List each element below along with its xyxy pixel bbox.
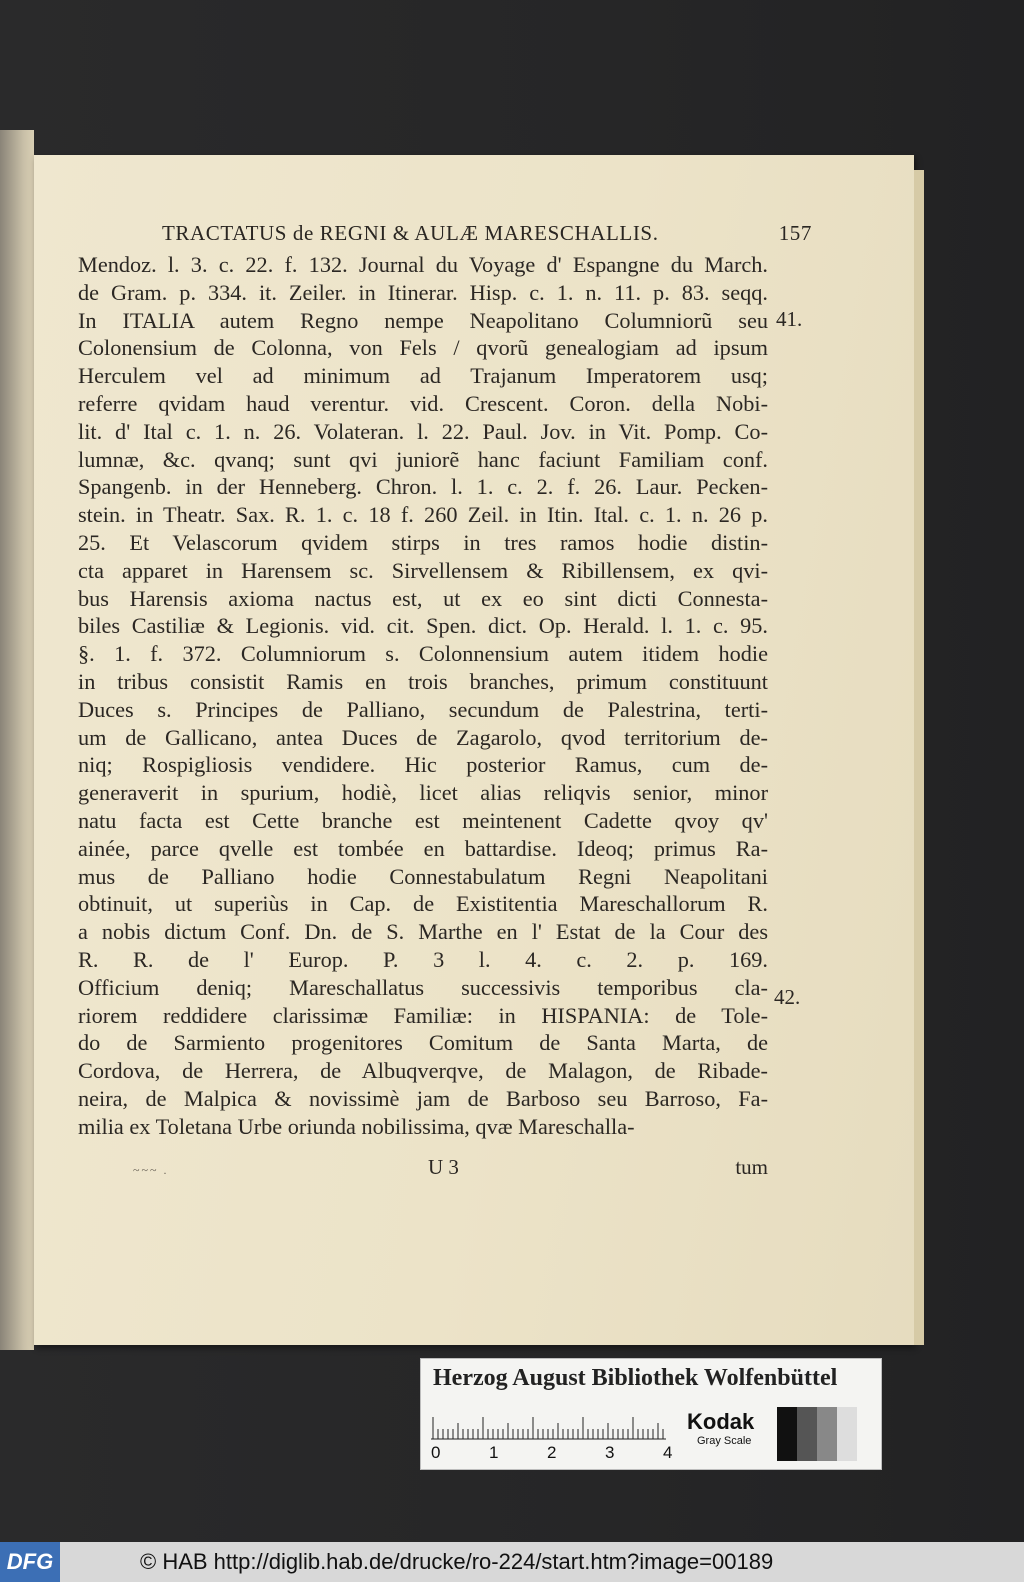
institution-name: Herzog August Bibliothek Wolfenbüttel: [433, 1365, 838, 1391]
dfg-logo: DFG: [0, 1542, 60, 1582]
text-line: ainée, parce qvelle est tombée en battardise. Ideoq; primus Ra-: [78, 835, 768, 861]
ruler-numbers: [431, 1443, 671, 1465]
text-line: In ITALIA autem Regno nempe Neapolitano Columniorũ seu: [78, 307, 768, 333]
text-line: Spangenb. in der Henneberg. Chron. l. 1. c. 2. f. 26. Laur. Pecken-: [78, 474, 768, 500]
text-line: bus Harensis axioma nactus est, ut ex eo sint dicti Connesta-: [78, 585, 768, 611]
text-line: 25. Et Velascorum qvidem stirps in tres ramos hodie distin-: [78, 529, 768, 555]
text-line: Colonensium de Colonna, von Fels / qvorũ genealogiam ad ipsum: [78, 335, 768, 361]
kodak-logo: Kodak: [687, 1409, 755, 1434]
ruler-scale: [431, 1407, 671, 1465]
text-line: R. R. de l' Europ. P. 3 l. 4. c. 2. p. 169.: [78, 946, 768, 972]
text-line: Mendoz. l. 3. c. 22. f. 132. Journal du Voyage d' Espangne du March.: [78, 252, 768, 277]
ornament: ~~~ .: [133, 1163, 169, 1177]
text-line: generaverit in spurium, hodiè, licet alias reliqvis senior, minor: [78, 780, 768, 806]
text-line: obtinuit, ut superiùs in Cap. de Existitentia Mareschallorum R.: [78, 891, 768, 917]
text-line: riorem reddidere clarissimæ Familiæ: in HISPANIA: de Tole-: [78, 1002, 768, 1028]
text-line: Herculem vel ad minimum ad Trajanum Imperatorem usq;: [78, 363, 768, 389]
book-page: [34, 155, 914, 1345]
page-edge: [914, 170, 924, 1345]
text-line: a nobis dictum Conf. Dn. de S. Marthe en l' Estat de la Cour des: [78, 919, 768, 945]
gray-scale-label: Gray Scale: [697, 1435, 752, 1447]
gray-patch-black: [777, 1407, 797, 1461]
body-text: [78, 251, 768, 1141]
text-line: milia ex Toletana Urbe oriunda nobilissima, qvæ Mareschalla-: [78, 1113, 635, 1139]
margin-note-41: 41.: [776, 307, 803, 331]
text-line: in tribus consistit Ramis en trois branches, primum constituunt: [78, 668, 768, 694]
bottom-bar: [0, 1542, 1024, 1582]
text-line: niq; Rospigliosis vendidere. Hic posterior Ramus, cum de-: [78, 752, 768, 778]
ruler-number: 4: [663, 1443, 673, 1462]
text-line: mus de Palliano hodie Connestabulatum Regni Neapolitani: [78, 863, 768, 889]
gray-patch-mid: [817, 1407, 837, 1461]
gray-patch-light: [837, 1407, 857, 1461]
ruler-number: 1: [489, 1443, 499, 1462]
text-line: Cordova, de Herrera, de Albuqverqve, de Malagon, de Ribade-: [78, 1058, 768, 1084]
text-line: Duces s. Principes de Palliano, secundum de Palestrina, terti-: [78, 696, 768, 722]
running-head: [162, 221, 812, 246]
text-line: do de Sarmiento progenitores Comitum de Santa Marta, de: [78, 1030, 768, 1056]
text-line: cta apparet in Harensem sc. Sirvellensem & Ribillensem, ex qvi-: [78, 557, 768, 583]
text-line: natu facta est Cette branche est meintenent Cadette qvoy qv': [78, 807, 768, 833]
gray-patch-dark: [797, 1407, 817, 1461]
ruler-number: 2: [547, 1443, 557, 1462]
running-head-title: TRACTATUS de REGNI & AULÆ MARESCHALLIS.: [162, 221, 659, 245]
text-line: Officium deniq; Mareschallatus successivis temporibus cla-: [78, 974, 768, 1000]
text-line: lumnæ, &c. qvanq; sunt qvi juniorẽ hanc faciunt Familiam conf.: [78, 446, 768, 472]
text-line: §. 1. f. 372. Columniorum s. Colonnensium autem itidem hodie: [78, 641, 768, 667]
left-page-edge: [0, 130, 34, 1350]
ruler-number: 0: [431, 1443, 441, 1462]
text-line: neira, de Malpica & novissimè jam de Barboso seu Barroso, Fa-: [78, 1085, 768, 1111]
copyright-link[interactable]: © HAB http://diglib.hab.de/drucke/ro-224/start.htm?image=00189: [140, 1549, 774, 1574]
text-line: biles Castiliæ & Legionis. vid. cit. Spen. dict. Op. Herald. l. 1. c. 95.: [78, 613, 768, 639]
catchword: tum: [735, 1155, 768, 1179]
margin-note-42: 42.: [774, 985, 801, 1009]
color-target: [420, 1358, 882, 1470]
text-line: referre qvidam haud verentur. vid. Crescent. Coron. della Nobi-: [78, 390, 768, 416]
page-number: 157: [778, 221, 812, 245]
text-line: lit. d' Ital c. 1. n. 26. Volateran. l. 22. Paul. Jov. in Vit. Pomp. Co-: [78, 418, 768, 444]
text-line: de Gram. p. 334. it. Zeiler. in Itinerar. Hisp. c. 1. n. 11. p. 83. seqq.: [78, 279, 768, 305]
ruler-ticks: [431, 1407, 671, 1441]
signature-mark: U 3: [428, 1155, 459, 1179]
text-line: um de Gallicano, antea Duces de Zagarolo, qvod territorium de-: [78, 724, 768, 750]
ruler-number: 3: [605, 1443, 615, 1462]
gray-patches: [777, 1407, 857, 1461]
text-line: stein. in Theatr. Sax. R. 1. c. 18 f. 260 Zeil. in Itin. Ital. c. 1. n. 26 p.: [78, 502, 768, 528]
